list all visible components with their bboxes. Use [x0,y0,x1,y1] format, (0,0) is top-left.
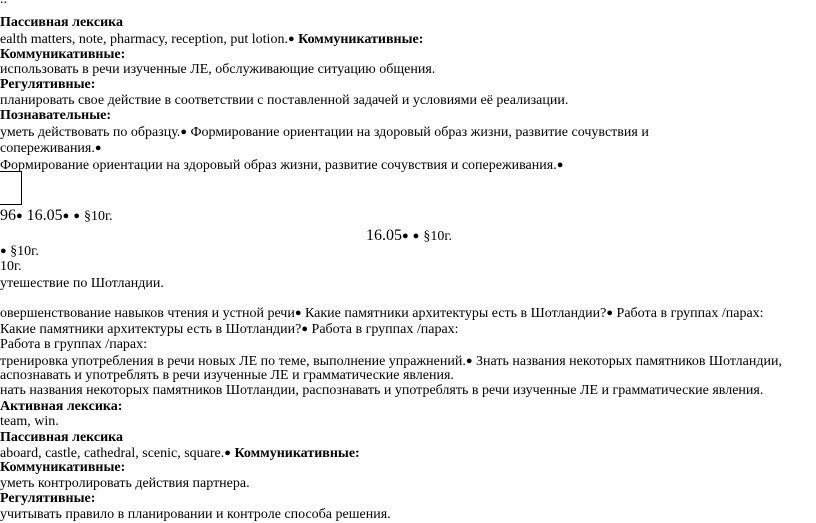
paragraph-ref-b: 10г. [0,259,22,274]
bullet-icon: ● [0,245,7,257]
know-text-2: аспознавать и употреблять в речи изученные ЛЕ и грамматические явления. [0,368,454,383]
regulative-text: планировать свое действие в соответствии с поставленной задачей и условиями её реализации. [0,93,569,108]
know-text-1: Знать названия некоторых памятников Шотландии, [476,354,782,369]
lesson-date-left: 16.05 [26,207,63,224]
communicative-text: использовать в речи изученные ЛЕ, обслуживающие ситуацию общения. [0,62,436,77]
communicative-inline-label-2: Коммуникативные: [234,446,360,461]
lesson-row-left [0,208,113,225]
bullet-icon: ● [16,210,23,222]
bullet-icon: ● [73,210,80,222]
cognitive-text-part1: уметь действовать по образцу. [0,125,181,140]
cognitive-text-part2: Формирование ориентации на здоровый образ жизни, развитие сочувствия и [190,125,649,140]
question-text-2: Какие памятники архитектуры есть в Шотландии? [0,322,302,337]
communicative-title-2: Коммуникативные: [0,460,126,475]
regulative-title-2: Регулятивные: [0,491,96,506]
table-cell-box [0,171,22,205]
paragraph-ref-center: §10г. [423,229,452,244]
paragraph-ref-left: §10г. [83,209,113,224]
question-line [0,321,459,338]
passive-vocab-words: ealth matters, note, pharmacy, reception, put lotion. [0,32,288,47]
goal-text: овершенствование навыков чтения и устной речи [0,306,295,321]
regulative-text-2: учитывать правило в планировании и контроле способа решения. [0,507,391,522]
bullet-icon: ● [94,142,102,154]
passive-vocab-words-2: aboard, castle, cathedral, scenic, square. [0,446,225,461]
attitude-line [0,157,563,174]
bullet-icon: ● [180,126,187,138]
goal-line [0,305,764,322]
practice-text: тренировка употребления в речи новых ЛЕ по теме, выполнение упражнений. [0,354,466,369]
bullet-icon: ● [412,230,420,242]
lesson-date-center: 16.05 [366,227,402,244]
communicative-inline-label: Коммуникативные: [298,32,424,47]
work-text-3: Работа в группах /парах: [0,337,148,352]
bullet-icon: ● [62,210,70,222]
bullet-icon: ● [556,159,564,171]
bullet-icon: ● [465,355,473,367]
lesson-number: 96 [0,207,16,224]
top-marks [0,0,7,8]
attitude-text: Формирование ориентации на здоровый образ жизни, развитие сочувствия и сопереживания. [0,158,557,173]
bullet-icon: ● [294,307,302,319]
cognitive-text-line2 [0,140,102,157]
lesson-topic: утешествие по Шотландии. [0,276,164,291]
bullet-icon: ● [402,230,409,242]
question-text: Какие памятники архитектуры есть в Шотландии? [305,306,607,321]
work-text: Работа в группах /парах: [616,306,764,321]
active-vocab-title: Активная лексика: [0,399,123,414]
communicative-text-2: уметь контролировать действия партнера. [0,476,250,491]
cognitive-title: Познавательные: [0,108,112,123]
paragraph-ref-a: §10г. [10,244,39,259]
bullet-icon: ● [224,447,231,459]
know-text-3: нать названия некоторых памятников Шотландии, распознавать и употреблять в речи изученные ЛЕ и грамматические явления. [0,383,764,398]
work-text-2: Работа в группах /парах: [311,322,459,337]
passive-vocab-line [0,31,423,48]
bullet-icon: ● [301,323,309,335]
bullet-icon: ● [287,33,295,45]
passive-vocab-title: Пассивная лексика [0,15,124,30]
lesson-row-center [366,228,452,245]
paragraph-ref-a-line [0,243,39,260]
cognitive-text-part3: сопереживания. [0,141,95,156]
passive-vocab-title-2: Пассивная лексика [0,430,124,445]
active-vocab-words: team, win. [0,414,59,429]
cognitive-text-line1 [0,124,649,141]
bullet-icon: ● [606,307,614,319]
communicative-title: Коммуникативные: [0,47,126,62]
regulative-title: Регулятивные: [0,77,96,92]
